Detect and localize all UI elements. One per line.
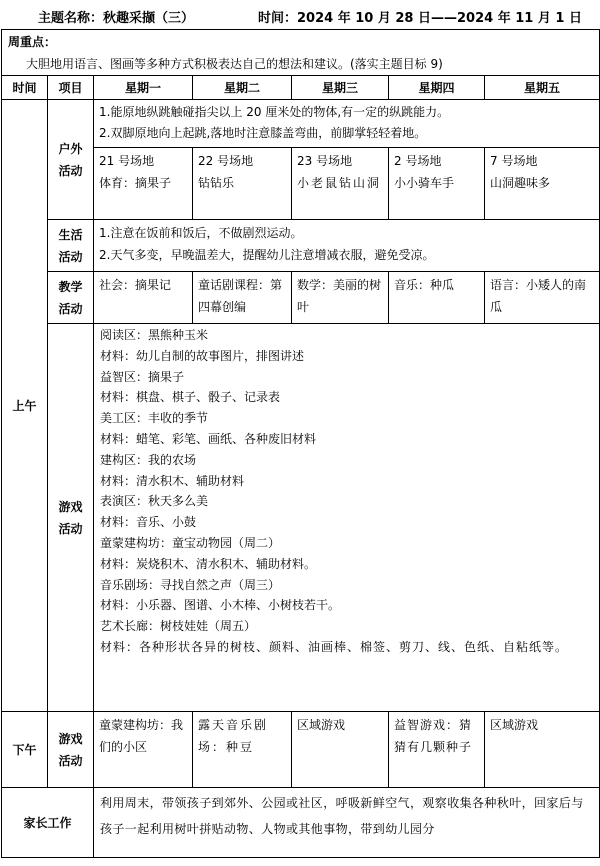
teaching-activity-row [2,272,600,324]
header-wednesday: 星期三 [292,76,389,100]
teaching-friday: 语言：小矮人的南瓜 [485,272,600,324]
game-area: 童蒙建构坊：童宝动物园（周二） [100,535,281,550]
afternoon-friday: 区域游戏 [485,712,600,788]
activity-label: 小老鼠钻山洞 [297,176,382,190]
activity-label: 山洞趣味多 [490,176,551,190]
life-activity-label: 生活活动 [48,220,94,272]
header-friday: 星期五 [485,76,600,100]
game-area: 建构区：我的农场 [100,452,197,467]
outdoor-activity-label: 户外活动 [48,100,94,220]
activity-label: 小小骑车手 [394,176,455,190]
activity-label: 钻钻乐 [198,176,235,190]
week-focus-label: 周重点： [8,35,57,49]
afternoon-tuesday: 露天音乐剧场：种豆 [193,712,292,788]
field-label: 22 号场地 [198,154,254,168]
field-label: 21 号场地 [99,154,155,168]
header-time: 时间 [2,76,48,100]
afternoon-thursday: 益智游戏：猜猜有几颗种子 [389,712,485,788]
game-area: 艺术长廊：树枝娃娃（周五） [100,619,257,634]
game-activity-label: 游戏活动 [48,324,94,712]
week-focus-text: 大胆地用语言、图画等多种方式积极表达自己的想法和建议。(落实主题目标 9) [26,57,443,71]
field-label: 7 号场地 [490,154,538,168]
game-materials: 材料：小乐器、图谱、小木棒、小树枝若干。 [100,598,341,613]
game-area: 美工区：丰收的季节 [100,411,209,426]
afternoon-monday: 童蒙建构坊：我们的小区 [94,712,193,788]
afternoon-label: 下午 [2,712,48,788]
parent-work-text: 利用周末，带领孩子到郊外、公园或社区，呼吸新鲜空气，观察收集各种秋叶，回家后与孩子一起利用树叶拼贴动物、人物或其他事物，带到幼儿园分 [94,788,600,858]
parent-work-label: 家长工作 [2,788,94,858]
life-activity-row [2,220,600,272]
teaching-wednesday: 数学：美丽的树叶 [292,272,389,324]
field-label: 2 号场地 [394,154,442,168]
outdoor-monday [94,148,193,220]
game-area: 益智区：摘果子 [100,369,185,384]
outdoor-goal-2: 2.双脚原地向上起跳,落地时注意膝盖弯曲，前脚掌轻轻着地。 [99,126,427,141]
field-label: 23 号场地 [297,154,353,168]
game-activity-row [2,324,600,712]
weekly-plan-table [1,29,600,858]
teaching-tuesday: 童话剧课程：第四幕创编 [193,272,292,324]
morning-label: 上午 [2,100,48,712]
teaching-activity-label: 教学活动 [48,272,94,324]
game-materials: 材料：蜡笔、彩笔、画纸、各种废旧材料 [100,431,317,446]
afternoon-row [2,712,600,788]
outdoor-goals-row [2,100,600,148]
header-thursday: 星期四 [389,76,485,100]
game-materials: 材料：炭烧积木、清水积木、辅助材料。 [100,556,317,571]
header-monday: 星期一 [94,76,193,100]
header-tuesday: 星期二 [193,76,292,100]
afternoon-wednesday: 区域游戏 [292,712,389,788]
teaching-monday: 社会：摘果记 [94,272,193,324]
outdoor-friday [485,148,600,220]
life-item-2: 2.天气多变，早晚温差大，提醒幼儿注意增减衣服，避免受凉。 [99,248,435,262]
teaching-thursday: 音乐：种瓜 [389,272,485,324]
game-area: 音乐剧场：寻找自然之声（周三） [100,577,281,592]
afternoon-game-label: 游戏活动 [48,712,94,788]
game-materials: 材料：幼儿自制的故事图片，排图讲述 [100,348,305,363]
outdoor-thursday [389,148,485,220]
theme-title: 主题名称：秋趣采撷（三） [38,11,195,26]
game-materials: 材料：棋盘、棋子、骰子、记录表 [100,390,281,405]
table-header-row [2,76,600,100]
week-focus-row [2,30,600,76]
game-materials: 材料：各种形状各异的树枝、颜料、油画棒、棉签、剪刀、线、色纸、自粘纸等。 [100,639,569,654]
outdoor-tuesday [193,148,292,220]
date-range: 时间：2024 年 10 月 28 日——2024 年 11 月 1 日 [258,11,582,26]
outdoor-goal-1: 1.能原地纵跳触碰指尖以上 20 厘米处的物体,有一定的纵跳能力。 [99,105,450,119]
game-materials: 材料：音乐、小鼓 [100,515,197,530]
life-item-1: 1.注意在饭前和饭后，不做剧烈运动。 [99,226,303,240]
outdoor-wednesday [292,148,389,220]
activity-label: 体育：摘果子 [99,176,172,190]
header-item: 项目 [48,76,94,100]
document-header [0,0,600,30]
game-area: 表演区：秋天多么美 [100,494,209,509]
parent-work-row [2,788,600,858]
game-area: 阅读区：黑熊种玉米 [100,328,209,342]
game-materials: 材料：清水积木、辅助材料 [100,473,245,488]
